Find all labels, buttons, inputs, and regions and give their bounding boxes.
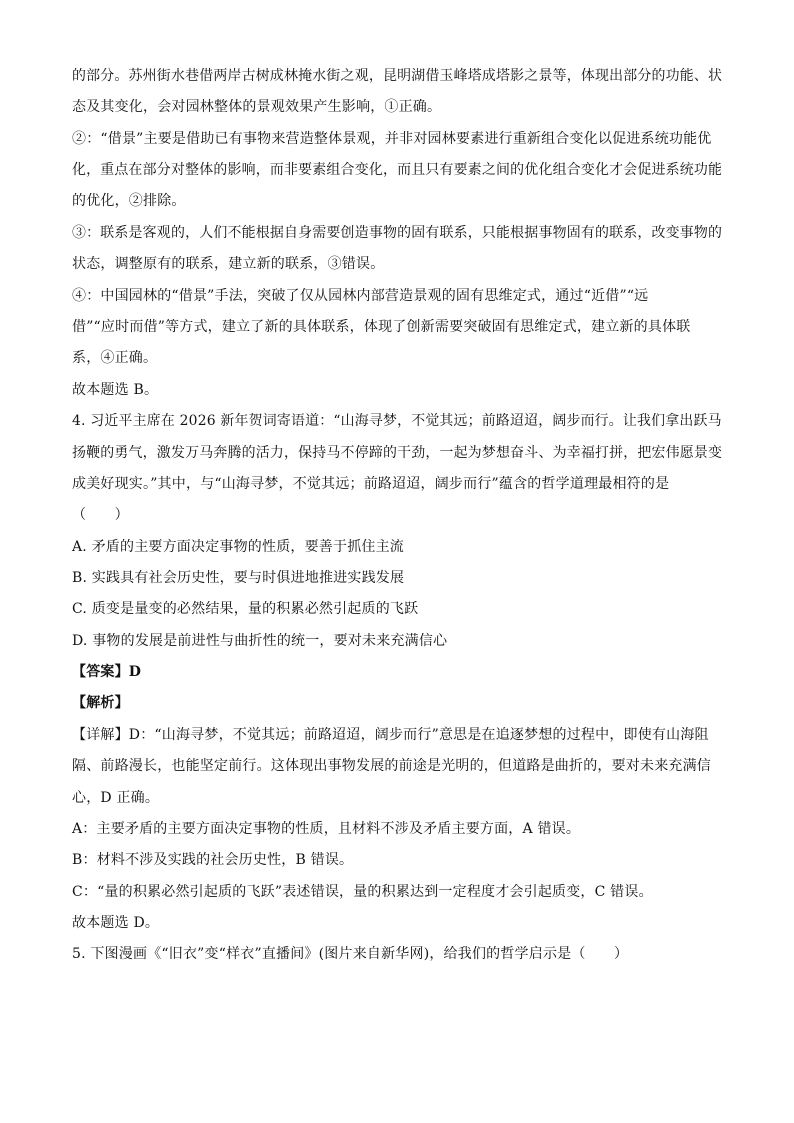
text-line: 的优化，②排除。 — [72, 193, 186, 209]
text-line: 的部分。苏州街水巷借两岸古树成林掩水街之观，昆明湖借玉峰塔成塔影之景等，体现出部分的功能、状 — [72, 68, 723, 84]
analysis-label: 【解析】 — [72, 695, 129, 711]
text-line: 化，重点在部分对整体的影响，而非要素组合变化，而且只有要素之间的优化组合变化才会促进系统功能 — [72, 162, 723, 178]
text-line: 态及其变化，会对园林整体的景观效果产生影响，①正确。 — [72, 99, 442, 115]
question-4-stem: 4. 习近平主席在 2026 新年贺词寄语道：“山海寻梦，不觉其远；前路迢迢，阔步而行。让我们拿出跃马 — [72, 413, 722, 429]
option-c: C. 质变是量变的必然结果，量的积累必然引起质的飞跃 — [72, 601, 419, 617]
option-a: A. 矛盾的主要方面决定事物的性质，要善于抓住主流 — [72, 539, 405, 555]
text-line: A：主要矛盾的主要方面决定事物的性质，且材料不涉及矛盾主要方面，A 错误。 — [72, 821, 581, 837]
text-line: 扬鞭的勇气，激发万马奔腾的活力，保持马不停蹄的干劲，一起为梦想奋斗、为幸福打拼，把宏伟愿景变 — [72, 445, 723, 461]
text-line: ③：联系是客观的，人们不能根据自身需要创造事物的固有联系，只能根据事物固有的联系，改变事物的 — [72, 225, 723, 241]
answer-blank: （ ） — [72, 507, 129, 523]
text-line: ②：“借景”主要是借助已有事物来营造整体景观，并非对园林要素进行重新组合变化以促进系统功能优 — [72, 131, 712, 147]
text-line: 故本题选 D。 — [72, 915, 160, 931]
text-line: 故本题选 B。 — [72, 382, 159, 398]
text-line: 状态，调整原有的联系，建立新的联系，③错误。 — [72, 256, 385, 272]
answer-label: 【答案】D — [72, 664, 142, 680]
text-line: C：“量的积累必然引起质的飞跃”表述错误，量的积累达到一定程度才会引起质变，C 错误。 — [72, 884, 653, 900]
text-line: 系，④正确。 — [72, 350, 158, 366]
text-line: 隔、前路漫长，也能坚定前行。这体现出事物发展的前途是光明的，但道路是曲折的，要对未来充满信 — [72, 758, 711, 774]
detail-explanation: 【详解】D：“山海寻梦，不觉其远；前路迢迢，阔步而行”意思是在追逐梦想的过程中，即使有山海阻 — [72, 727, 709, 743]
question-5-stem: 5. 下图漫画《“旧衣”变“样衣”直播间》(图片来自新华网)，给我们的哲学启示是（ ） — [72, 946, 629, 962]
text-line: 心，D 正确。 — [72, 790, 160, 806]
text-line: 成美好现实。”其中，与“山海寻梦，不觉其远；前路迢迢，阔步而行”蕴含的哲学道理最相符的是 — [72, 476, 670, 492]
text-line: 借”“应时而借”等方式，建立了新的具体联系，体现了创新需要突破固有思维定式，建立新的具体联 — [72, 319, 691, 335]
text-line: ④：中国园林的“借景”手法，突破了仅从园林内部营造景观的固有思维定式，通过“近借”“远 — [72, 288, 649, 304]
option-d: D. 事物的发展是前进性与曲折性的统一，要对未来充满信心 — [72, 633, 448, 649]
text-line: B：材料不涉及实践的社会历史性，B 错误。 — [72, 852, 354, 868]
option-b: B. 实践具有社会历史性，要与时俱进地推进实践发展 — [72, 570, 405, 586]
